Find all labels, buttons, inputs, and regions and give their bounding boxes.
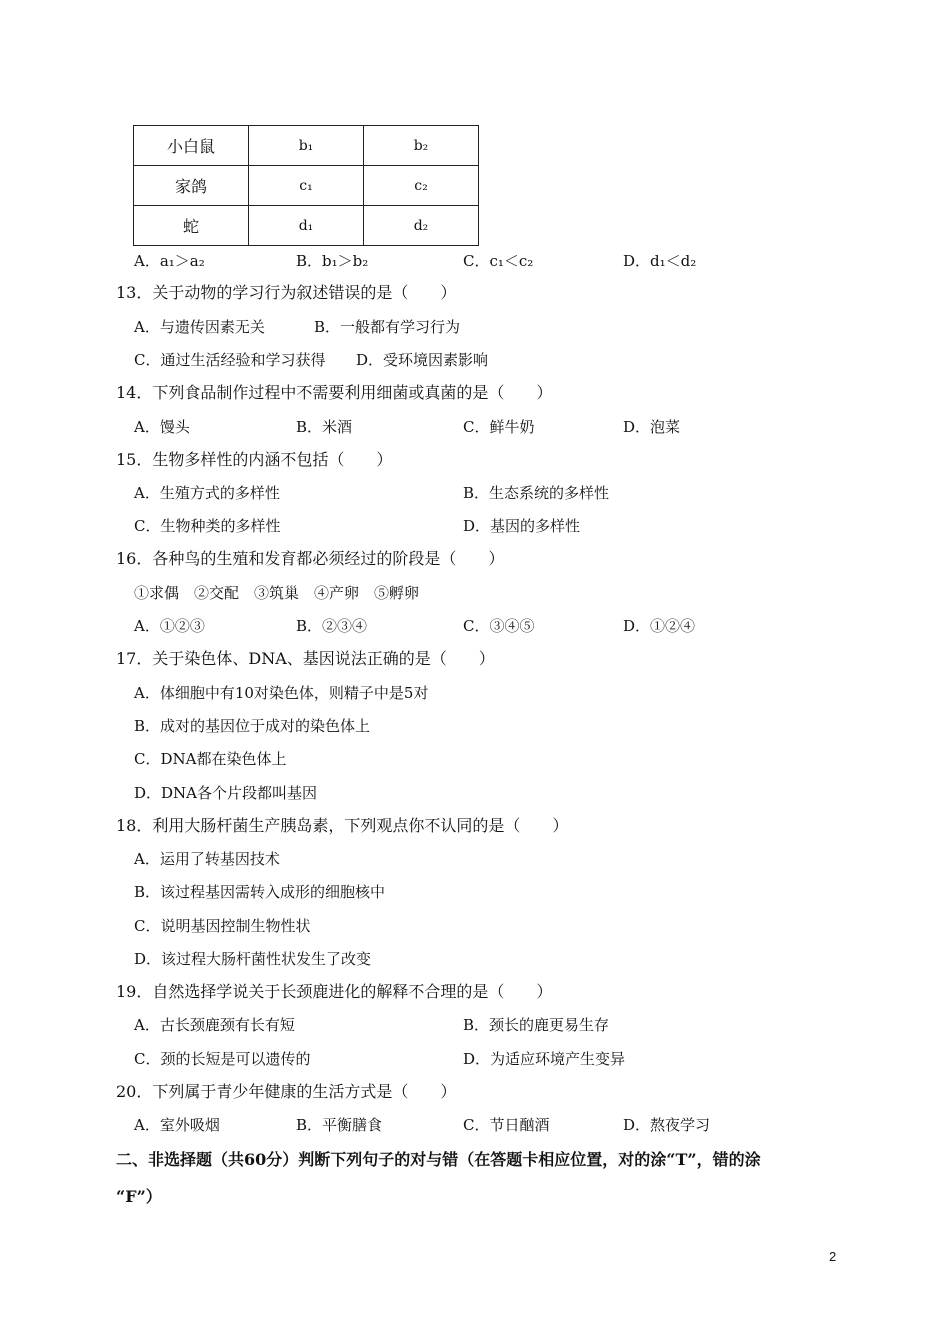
- option: A．生殖方式的多样性: [134, 484, 280, 502]
- data-table: [133, 125, 479, 246]
- option: B．该过程基因需转入成形的细胞核中: [134, 883, 386, 901]
- option: B．颈长的鹿更易生存: [463, 1016, 610, 1034]
- option: D．该过程大肠杆菌性状发生了改变: [134, 950, 372, 968]
- option: B．b₁＞b₂: [296, 252, 369, 270]
- table-cell: b₁: [249, 126, 364, 166]
- table-cell: b₂: [364, 126, 479, 166]
- option: D．DNA各个片段都叫基因: [134, 784, 318, 802]
- table-row: [134, 206, 479, 246]
- option: A．体细胞中有10对染色体，则精子中是5对: [134, 684, 429, 702]
- option: D．为适应环境产生变异: [463, 1050, 626, 1068]
- table-row: [134, 166, 479, 206]
- page-number: 2: [829, 1249, 837, 1264]
- option: C．c₁＜c₂: [463, 252, 534, 270]
- question-stem: 19．自然选择学说关于长颈鹿进化的解释不合理的是（ ）: [116, 982, 553, 1001]
- option: D．泡菜: [623, 418, 681, 436]
- option: C．通过生活经验和学习获得: [134, 351, 326, 369]
- table-cell: c₁: [249, 166, 364, 206]
- question-stem: 17．关于染色体、DNA、基因说法正确的是（ ）: [116, 649, 495, 668]
- question-stem: 18．利用大肠杆菌生产胰岛素，下列观点你不认同的是（ ）: [116, 816, 569, 835]
- table-cell: 蛇: [134, 206, 249, 246]
- table-cell: 家鸽: [134, 166, 249, 206]
- option: C．DNA都在染色体上: [134, 750, 287, 768]
- option: B．成对的基因位于成对的染色体上: [134, 717, 371, 735]
- option: C．③④⑤: [463, 617, 535, 635]
- section-heading: 二、非选择题（共60分）判断下列句子的对与错（在答题卡相应位置，对的涂“T”，错的涂: [116, 1150, 761, 1169]
- question-stem: 13．关于动物的学习行为叙述错误的是（ ）: [116, 283, 457, 302]
- option: A．与遗传因素无关: [134, 318, 265, 336]
- option: D．基因的多样性: [463, 517, 581, 535]
- table-cell: d₁: [249, 206, 364, 246]
- table-cell: c₂: [364, 166, 479, 206]
- option: A．古长颈鹿颈有长有短: [134, 1016, 295, 1034]
- option: B．②③④: [296, 617, 368, 635]
- question-stem: 20．下列属于青少年健康的生活方式是（ ）: [116, 1082, 457, 1101]
- option: A．①②③: [134, 617, 205, 635]
- option: D．d₁＜d₂: [623, 252, 697, 270]
- option: D．①②④: [623, 617, 696, 635]
- option: B．生态系统的多样性: [463, 484, 610, 502]
- option: A．a₁＞a₂: [134, 252, 205, 270]
- question-stem: 15．生物多样性的内涵不包括（ ）: [116, 450, 393, 469]
- option: A．馒头: [134, 418, 190, 436]
- option: B．平衡膳食: [296, 1116, 383, 1134]
- option: A．室外吸烟: [134, 1116, 220, 1134]
- question-stem: 14．下列食品制作过程中不需要利用细菌或真菌的是（ ）: [116, 383, 553, 402]
- option: C．生物种类的多样性: [134, 517, 281, 535]
- question-stem: 16．各种鸟的生殖和发育都必须经过的阶段是（ ）: [116, 549, 505, 568]
- option: C．鲜牛奶: [463, 418, 535, 436]
- option: C．颈的长短是可以遗传的: [134, 1050, 311, 1068]
- option: C．节日酗酒: [463, 1116, 550, 1134]
- option: B．米酒: [296, 418, 353, 436]
- table-row: [134, 126, 479, 166]
- option: D．熬夜学习: [623, 1116, 711, 1134]
- section-heading-continued: “F”）: [116, 1187, 162, 1206]
- option: B．一般都有学习行为: [314, 318, 461, 336]
- option: C．说明基因控制生物性状: [134, 917, 311, 935]
- question-statement: ①求偶 ②交配 ③筑巢 ④产卵 ⑤孵卵: [134, 584, 420, 602]
- table-cell: 小白鼠: [134, 126, 249, 166]
- table-cell: d₂: [364, 206, 479, 246]
- option: D．受环境因素影响: [356, 351, 489, 369]
- option: A．运用了转基因技术: [134, 850, 280, 868]
